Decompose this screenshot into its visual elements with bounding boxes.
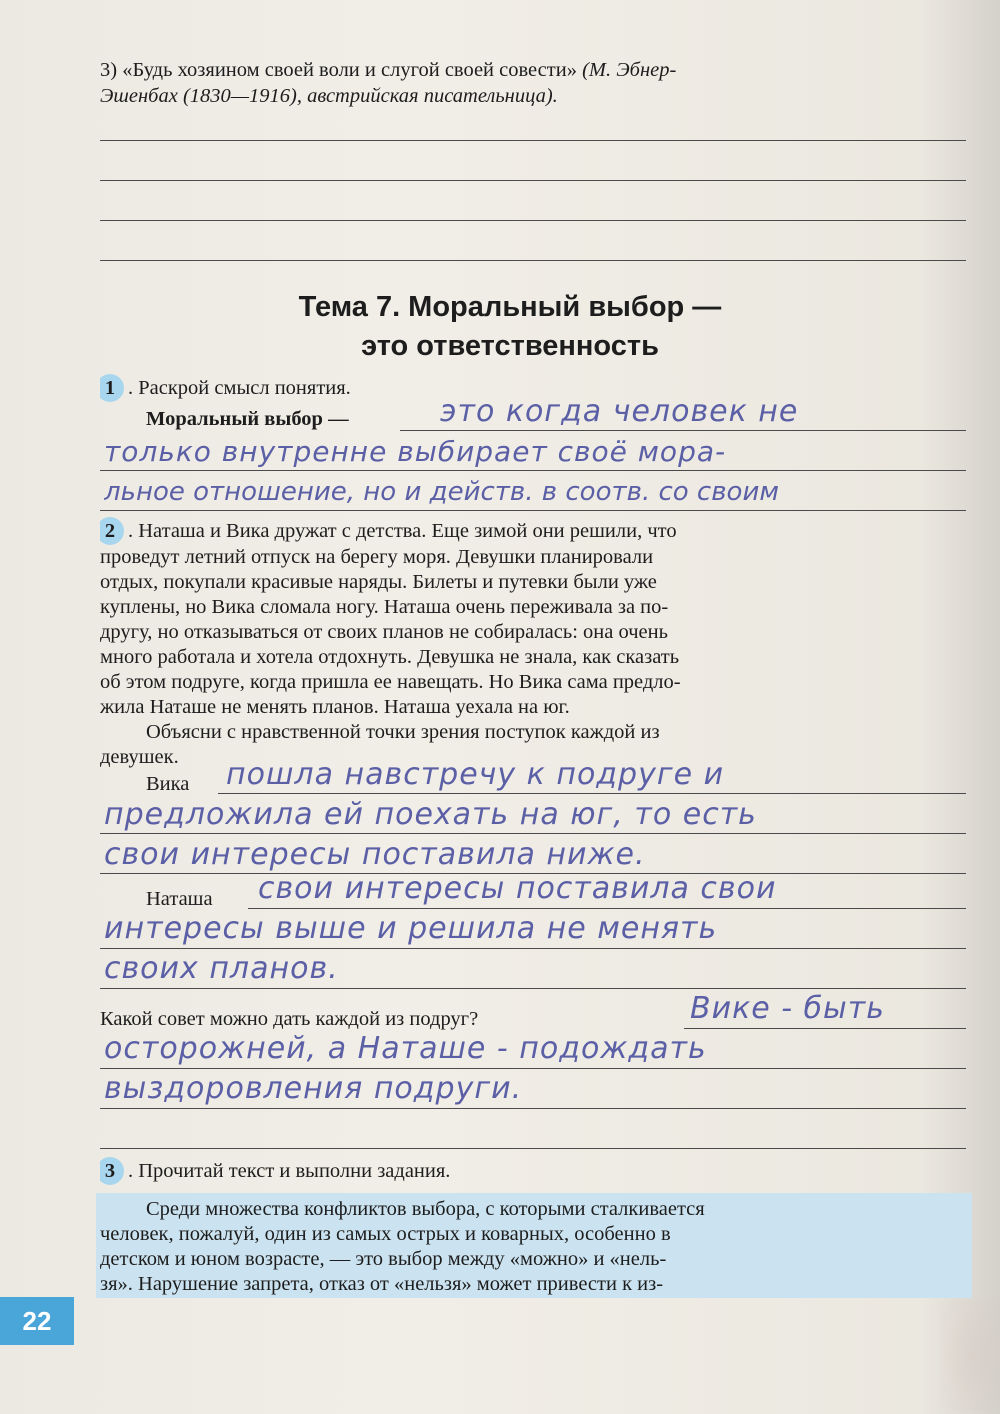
task-3-text-line: зя». Нарушение запрета, отказ от «нельзя» может привести к из- xyxy=(100,1273,664,1295)
moral-choice-term: Моральный выбор — xyxy=(146,408,349,430)
task-3-text-line: Среди множества конфликтов выбора, с которыми сталкивается xyxy=(146,1198,705,1220)
handwritten-answer: Вике - быть xyxy=(690,991,885,1026)
handwritten-answer: своих планов. xyxy=(104,951,339,986)
handwritten-answer: интересы выше и решила не менять xyxy=(104,911,718,946)
task-number-badge: 3 xyxy=(100,1157,124,1185)
handwritten-answer: осторожней, а Наташе - подождать xyxy=(104,1031,707,1066)
handwritten-answer: свои интересы поставила ниже. xyxy=(104,837,646,872)
handwritten-answer: льное отношение, но и действ. в соотв. со своим xyxy=(104,477,779,507)
task-3-text-line: человек, пожалуй, один из самых острых и коварных, особенно в xyxy=(100,1223,671,1245)
quote-3-line-2: Эшенбах (1830—1916), австрийская писательница). xyxy=(100,85,558,107)
page-number: 22 xyxy=(0,1297,74,1345)
handwritten-answer: это когда человек не xyxy=(440,394,799,429)
answer-line xyxy=(100,180,966,181)
answer-line xyxy=(100,220,966,221)
topic-title-line-1: Тема 7. Моральный выбор — xyxy=(298,291,722,323)
handwritten-answer: выздоровления подруги. xyxy=(104,1071,523,1106)
task-2-line: куплены, но Вика сломала ногу. Наташа очень переживала за по- xyxy=(100,596,669,618)
task-3-text-line: детском и юном возрасте, — это выбор между «можно» и «нель- xyxy=(100,1248,667,1270)
task-2-line: жила Наташе не менять планов. Наташа уехала на юг. xyxy=(100,696,570,718)
task-2-line: много работала и хотела отдохнуть. Девушка не знала, как сказать xyxy=(100,646,680,668)
task-2-instruction: Объясни с нравственной точки зрения поступок каждой из xyxy=(146,721,660,743)
vika-label: Вика xyxy=(146,773,190,795)
quote-author: (М. Эбнер- xyxy=(582,59,677,81)
advice-question: Какой совет можно дать каждой из подруг? xyxy=(100,1008,479,1030)
answer-line xyxy=(100,260,966,261)
handwritten-answer: предложила ей поехать на юг, то есть xyxy=(104,797,757,832)
answer-line xyxy=(100,1148,966,1149)
topic-title-line-2: это ответственность xyxy=(361,330,659,362)
task-2-line: другу, но отказываться от своих планов не собиралась: она очень xyxy=(100,621,668,643)
handwritten-answer: пошла навстречу к подруге и xyxy=(226,757,725,792)
page-stain xyxy=(940,1300,1000,1410)
task-2-line: отдых, покупали красивые наряды. Билеты и путевки были уже xyxy=(100,571,657,593)
task-2-line: об этом подруге, когда пришла ее навещать. Но Вика сама предло- xyxy=(100,671,681,693)
quote-3-line-1 xyxy=(100,58,968,83)
handwritten-answer: только внутренне выбирает своё мора- xyxy=(104,435,727,468)
task-1-prompt-text: . Раскрой смысл понятия. xyxy=(128,377,351,399)
task-2-line: проведут летний отпуск на берегу моря. Девушки планировали xyxy=(100,546,654,568)
answer-line xyxy=(100,140,966,141)
task-number-badge: 1 xyxy=(100,374,124,402)
handwritten-answer: свои интересы поставила свои xyxy=(258,871,777,906)
task-2-instruction: девушек. xyxy=(100,746,179,768)
task-2-text: . Наташа и Вика дружат с детства. Еще зимой они решили, что xyxy=(128,520,677,542)
task-number-badge: 2 xyxy=(100,517,124,545)
task-3-prompt xyxy=(100,1157,968,1185)
quote-text: 3) «Будь хозяином своей воли и слугой своей совести» xyxy=(100,59,583,81)
natasha-label: Наташа xyxy=(146,888,213,910)
task-3-prompt-text: . Прочитай текст и выполни задания. xyxy=(128,1160,451,1182)
task-2-line xyxy=(100,517,968,545)
